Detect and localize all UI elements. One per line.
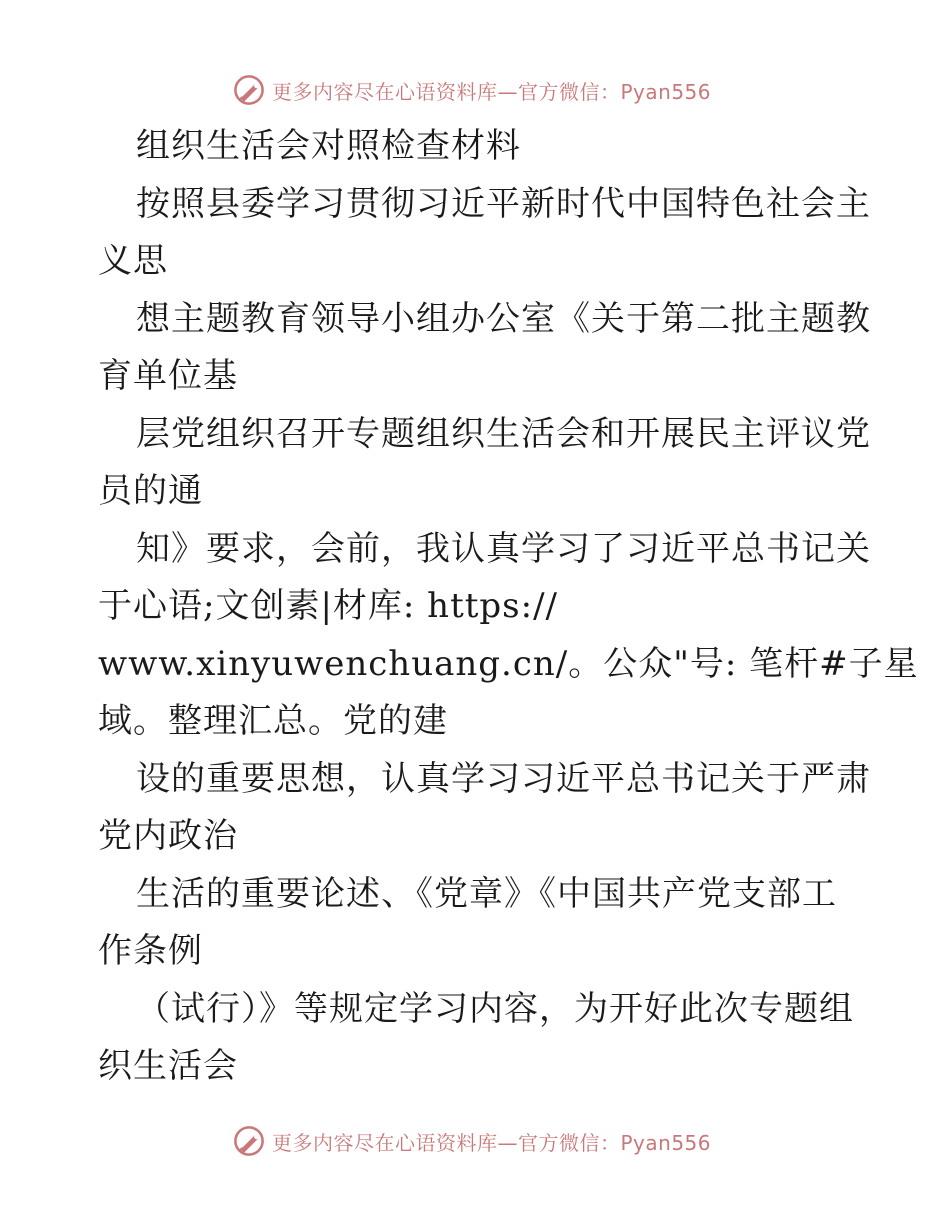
paragraph-line: 设的重要思想，认真学习习近平总书记关于严肃 [136, 758, 871, 799]
pen-logo-icon [232, 1124, 266, 1158]
paragraph-line: 育单位基 [98, 356, 238, 396]
paragraph-line: www.xinyuwenchuang.cn/。公众"号: 笔杆#子星 [98, 643, 919, 684]
paragraph-line: 织生活会 [98, 1046, 238, 1086]
watermark-text: 更多内容尽在心语资料库—官方微信：Pyan556 [272, 79, 712, 104]
footer-watermark [232, 1121, 711, 1161]
paragraph-line: 义思 [98, 241, 168, 281]
paragraph-line: 员的通 [98, 471, 203, 511]
watermark-text: 更多内容尽在心语资料库—官方微信：Pyan556 [272, 1130, 712, 1155]
header-watermark [232, 70, 711, 110]
paragraph-line: 作条例 [98, 931, 203, 971]
paragraph-line: 生活的重要论述、《党章》《中国共产党支部工 [136, 873, 837, 914]
paragraph-line: 层党组织召开专题组织生活会和开展民主评议党 [136, 413, 871, 454]
paragraph-line: 想主题教育领导小组办公室《关于第二批主题教 [136, 298, 871, 339]
paragraph-line: 党内政治 [98, 816, 238, 856]
document-body [98, 118, 919, 1096]
document-title: 组织生活会对照检查材料 [136, 126, 521, 166]
paragraph-line: （试行）》等规定学习内容，为开好此次专题组 [136, 988, 854, 1029]
paragraph-line: 知》要求，会前，我认真学习了习近平总书记关 [136, 528, 871, 569]
paragraph-line: 按照县委学习贯彻习近平新时代中国特色社会主 [136, 183, 871, 224]
pen-logo-icon [232, 73, 266, 107]
paragraph-line: 于心语;文创素|材库: https:// [98, 586, 558, 626]
paragraph-line: 域。整理汇总。党的建 [98, 701, 448, 741]
